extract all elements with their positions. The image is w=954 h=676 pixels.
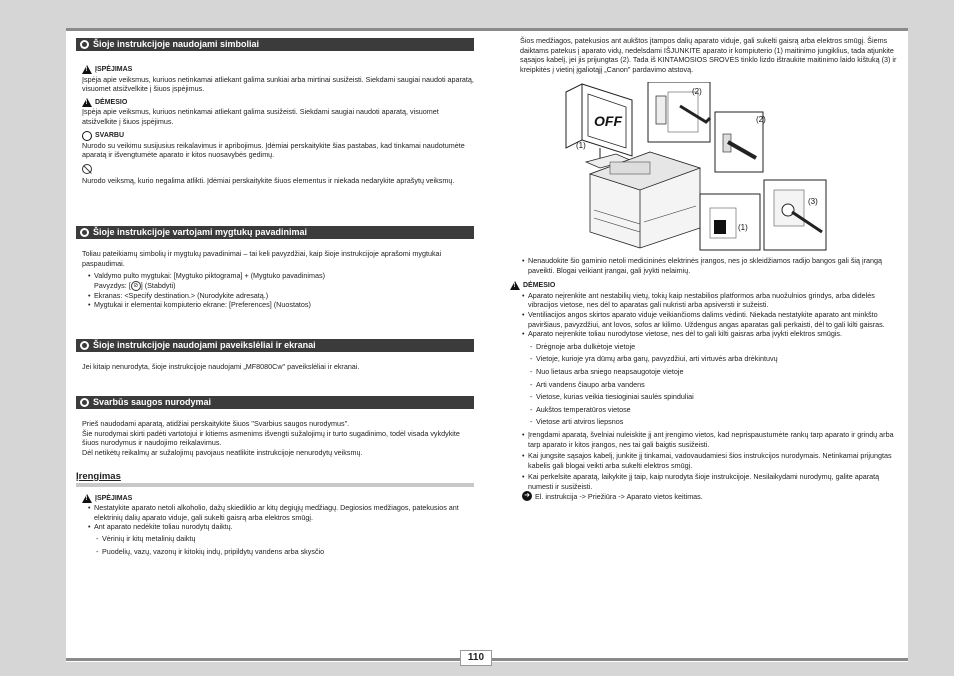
sublist-item: - Vietose, kurias veikia tiesioginiai saulės spinduliai xyxy=(510,392,902,402)
section-heading: Šioje instrukcijoje naudojami paveikslėliai ir ekranai xyxy=(76,339,474,352)
list-item: • Kai perkelsite aparatą, laikykite jį taip, kaip nurodyta šioje instrukcijoje. Nesilaikydami nurodymų, galite aparatą numesti ir susižeisti. xyxy=(510,472,902,491)
warning-icon xyxy=(82,65,92,74)
warning-label: ! ĮSPĖJIMAS xyxy=(76,494,474,504)
label-1b: (1) xyxy=(738,223,748,232)
section-bullet-icon xyxy=(80,228,89,237)
warning-text: Įspėja apie veiksmus, kuriuos netinkamai atliekant galima sunkiai arba mirtinai susižeisti. Siekdami saugiai naudoti aparatą, visuomet atsižvelkite į šiuos įspėjimus. xyxy=(82,74,474,94)
location-sublist xyxy=(510,342,902,427)
reference-line xyxy=(510,491,902,501)
list-item: • Kai jungsite sąsajos kabelį, junkite jį tinkamai, vadovaudamiesi šios instrukcijos nurodymais. Netinkamai prijungtas kabelis gali blogai veikti arba sukelti elektros smūgį. xyxy=(510,451,902,470)
caution-icon xyxy=(82,98,92,107)
sublist-item: - Puodelių, vazų, vazonų ir kitokių indų, pripildytų vandens arba skysčio xyxy=(76,547,474,557)
safety-line: Šie nurodymai skirti padėti vartotojui ir kitiems asmenims išvengti sužalojimų ir turto sugadinimo, todėl visada vykdykite šiuos nurodymus ir naudojimo reikalavimus. xyxy=(82,428,460,448)
label-1a: (1) xyxy=(576,141,586,150)
prohibited-icon xyxy=(82,164,92,174)
reference-link[interactable]: El. instrukcija -> Priežiūra -> Aparato vietos keitimas. xyxy=(535,491,703,501)
sublist-item: - Vietose arti atviros liepsnos xyxy=(510,417,902,427)
section-heading: Svarbūs saugos nurodymai xyxy=(76,396,474,409)
medical-list xyxy=(510,256,902,275)
install-list-2 xyxy=(510,430,902,492)
disconnect-illustration xyxy=(560,82,832,252)
section-buttons xyxy=(76,226,474,310)
sublist-item: - Vėrinių ir kitų metalinių daiktų xyxy=(76,534,474,544)
caution-list xyxy=(510,291,902,339)
right-column xyxy=(510,36,900,74)
caution-label: ! DĖMESIO xyxy=(76,98,474,108)
warning-label: ! ĮSPĖJIMAS xyxy=(76,65,474,75)
list-item: • Įrengdami aparatą, švelniai nuleiskite jį ant įrengimo vietos, kad neprispaustumėte rankų tarp aparato ir grindų arba tarp aparato ir kitos įrangos, nes tai gali baigtis susižeisti. xyxy=(510,430,902,449)
prohibited-text: Nurodo veiksmą, kurio negalima atlikti. Įdėmiai perskaitykite šiuos elementus ir niekada nedarykite aprašytų veiksmų. xyxy=(82,176,455,186)
sublist-item: - Drėgnoje arba dulkėtoje vietoje xyxy=(510,342,902,352)
safety-line: Dėl netikėtų reikalmų ar sužalojimų pavojaus neatlikite instrukcijoje nenurodytų veiksmų. xyxy=(82,447,363,457)
install-list xyxy=(76,503,474,532)
list-item: • Mygtukai ir elementai kompiuterio ekrane: [Preferences] (Nuostatos) xyxy=(76,300,474,310)
section-heading: Šioje instrukcijoje naudojami simboliai xyxy=(76,38,474,51)
images-text: Jei kitaip nenurodyta, šioje instrukcijoje naudojami „MF8080Cw" paveikslėliai ir ekranai. xyxy=(82,362,360,371)
label-2a: (2) xyxy=(692,87,702,96)
section-install xyxy=(76,472,474,556)
section-symbols xyxy=(76,38,474,186)
list-item: • Ventiliacijos angos skirtos aparato viduje veikiančioms dalims vėdinti. Niekada nestatykite aparato ant minkšto paviršiaus, pavyzdžiui, ant lovos, sofos ar kilimo. Uždengus angas aparatas gali perkaisti, dėl to gali kilti gaisras. xyxy=(510,310,902,329)
right-lower xyxy=(510,256,902,501)
sublist-item: - Arti vandens čiaupo arba vandens xyxy=(510,380,902,390)
section-heading: Šioje instrukcijoje vartojami mygtukų pavadinimai xyxy=(76,226,474,239)
label-2b: (2) xyxy=(756,115,766,124)
section-bullet-icon xyxy=(80,40,89,49)
list-item: • Ekranas: <Specify destination.> (Nurodykite adresatą.) xyxy=(76,291,474,301)
label-3: (3) xyxy=(808,197,818,206)
buttons-intro: Toliau pateikiamų simbolių ir mygtukų pavadinimai – tai keli pavyzdžiai, kaip šioje instrukcijoje aprašomi mygtukai paspaudimai. xyxy=(82,249,442,268)
list-item: • Nestatykite aparato netoli alkoholio, dažų skiediklio ar kitų degiųjų medžiagų. Degiosios medžiagos, patekusios ant elektrinių dalių aparato viduje, gali sukelti gaisrą arba elektros smūgį. xyxy=(76,503,474,522)
caution-icon xyxy=(510,281,520,290)
install-heading: Įrengimas xyxy=(76,471,121,482)
top-rule xyxy=(66,28,908,31)
caution-label: ! DĖMESIO xyxy=(510,281,902,291)
sublist-item: - Vietoje, kurioje yra dūmų arba garų, pavyzdžiui, arti virtuvės arba drėkintuvų xyxy=(510,354,902,364)
list-item: • Valdymo pulto mygtukai: [Mygtuko piktograma] + (Mygtuko pavadinimas) Pavyzdys: [ ⊘ ] (Stabdyti) xyxy=(76,271,474,291)
list-item: • Aparato neįrenkite ant nestabilių vietų, tokių kaip nestabilios platformos arba nuožulnios grindys, arba didelės vibracijos vietose, nes dėl to aparatas gali nukristi arba apsiversti ir sužeisti. xyxy=(510,291,902,310)
section-bullet-icon xyxy=(80,398,89,407)
intro-paragraph: Šios medžiagos, patekusios ant aukštos įtampos dalių aparato viduje, gali sukelti gaisrą arba elektros smūgį. Šiems daiktams patekus į aparato vidų, nedelsdami IŠJUNKITE aparato ir kompiuterio (1) maitinimo jungiklius, tada atjunkite sąsajos kabelį, jei jis prijungtas (2). Tada iš KINTAMOSIOS SROVĖS tinklo lizdo ištraukite maitinimo laido kištuką (3) ir kreipkitės į vietinį įgaliotąjį „Canon" pardavimo atstovą. xyxy=(520,36,897,74)
warning-icon xyxy=(82,494,92,503)
list-item: • Aparato neįrenkite toliau nurodytose vietose, nes dėl to gali kilti gaisras arba įvykti elektros smūgis. xyxy=(510,329,902,339)
off-label: OFF xyxy=(594,113,622,129)
safety-line: Prieš naudodami aparatą, atidžiai perskaitykite šiuos "Svarbius saugos nurodymus". xyxy=(82,419,350,428)
install-sublist xyxy=(76,534,474,556)
sublist-item: - Aukštos temperatūros vietose xyxy=(510,405,902,415)
important-icon xyxy=(82,131,92,141)
stop-button-icon: ⊘ xyxy=(131,281,141,291)
computer-icon xyxy=(566,84,632,168)
caution-text: Įspėja apie veiksmus, kuriuos netinkamai atliekant galima susižeisti. Siekdami saugiai naudoti aparatą, visuomet atsižvelkite į šiuos įspėjimus. xyxy=(82,107,439,126)
section-safety xyxy=(76,396,474,457)
list-item: • Ant aparato nedėkite toliau nurodytų daiktų. xyxy=(76,522,474,532)
reference-icon: ➜ xyxy=(522,491,532,501)
page-number: 110 xyxy=(460,650,492,666)
sublist-item: - Nuo lietaus arba sniego neapsaugotoje vietoje xyxy=(510,367,902,377)
buttons-list xyxy=(76,271,474,310)
important-text: Nurodo su veikimu susijusius reikalavimus ir apribojimus. Įdėmiai perskaitykite šias pastabas, kad tinkamai naudotumėte aparatą ir išvengtumėte aparato ir kitos nuosavybės gedimų. xyxy=(82,140,465,160)
section-bullet-icon xyxy=(80,341,89,350)
list-item: • Nenaudokite šio gaminio netoli medicininės elektrinės įrangos, nes jo skleidžiamos radijo bangos gali šią įrangą paveikti. Blogai veikiant įrangai, gali įvykti nelaimių. xyxy=(510,256,902,275)
section-images xyxy=(76,339,474,372)
important-label: SVARBU xyxy=(76,131,474,141)
